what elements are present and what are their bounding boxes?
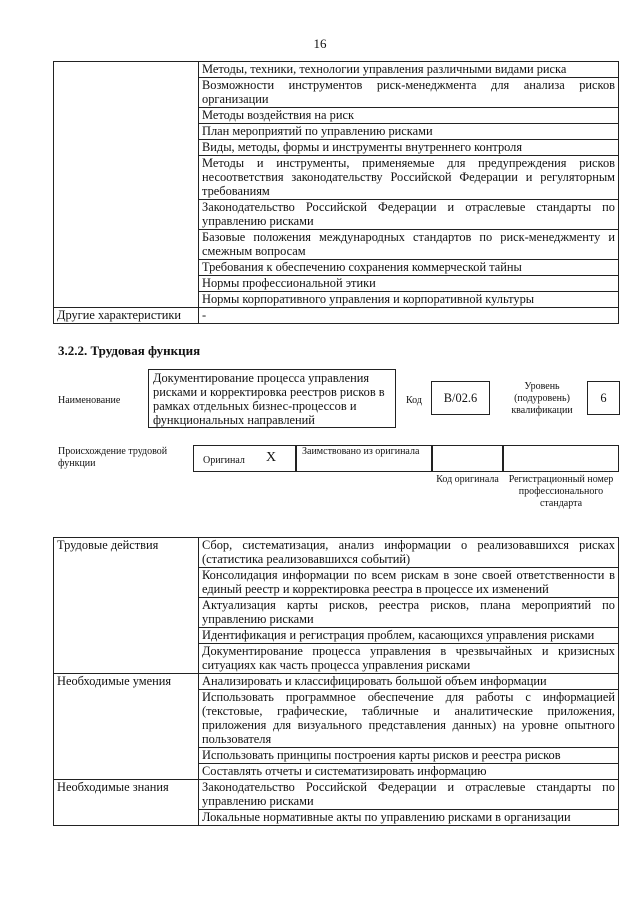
- labor-action-item: Консолидация информации по всем рискам в зоне своей ответственности в единый реестр и корректировка реестра в процессе их изменений: [199, 568, 619, 598]
- qualification-level-label: Уровень (подуровень) квалификации: [511, 381, 573, 416]
- knowledge-item: Нормы корпоративного управления и корпоративной культуры: [199, 292, 619, 308]
- labor-actions-label: Трудовые действия: [54, 538, 199, 674]
- labor-action-item: Идентификация и регистрация проблем, касающихся управления рисками: [199, 628, 619, 644]
- other-characteristics-value: -: [199, 308, 619, 324]
- knowledge-item: Локальные нормативные акты по управлению рисками в организации: [199, 810, 619, 826]
- knowledge-item: Законодательство Российской Федерации и отраслевые стандарты по управлению рисками: [199, 780, 619, 810]
- knowledge-item: Возможности инструментов риск-менеджмента для анализа рисков организации: [199, 78, 619, 108]
- skill-item: Использовать принципы построения карты рисков и реестра рисков: [199, 748, 619, 764]
- labor-action-item: Документирование процесса управления в чрезвычайных и кризисных ситуациях как часть процесса управления рисками: [199, 644, 619, 674]
- knowledge-continuation-table: [53, 61, 619, 324]
- original-label: Оригинал: [203, 455, 245, 466]
- knowledge-item: Методы, техники, технологии управления различными видами риска: [199, 62, 619, 78]
- other-characteristics-label: Другие характеристики: [54, 308, 199, 324]
- knowledge-item: Нормы профессиональной этики: [199, 276, 619, 292]
- code-value: В/02.6: [431, 381, 490, 415]
- qualification-level-value: 6: [587, 381, 620, 415]
- knowledge-item: Методы воздействия на риск: [199, 108, 619, 124]
- knowledge-item: Виды, методы, формы и инструменты внутреннего контроля: [199, 140, 619, 156]
- page-number: 16: [313, 36, 327, 51]
- labor-action-item: Актуализация карты рисков, реестра рисков, плана мероприятий по управлению рисками: [199, 598, 619, 628]
- knowledge-label: Необходимые знания: [54, 780, 199, 826]
- code-label: Код: [406, 395, 422, 406]
- origin-label: Происхождение трудовой функции: [58, 446, 168, 469]
- original-mark: X: [266, 450, 277, 465]
- section-title: 3.2.2. Трудовая функция: [58, 343, 201, 358]
- knowledge-item: Законодательство Российской Федерации и отраслевые стандарты по управлению рисками: [199, 200, 619, 230]
- reg-number-label: Регистрационный номер профессионального стандарта: [508, 474, 614, 509]
- skill-item: Анализировать и классифицировать большой объем информации: [199, 674, 619, 690]
- borrowed-label: Заимствовано из оригинала: [302, 446, 420, 457]
- knowledge-item: План мероприятий по управлению рисками: [199, 124, 619, 140]
- name-label: Наименование: [58, 395, 121, 406]
- knowledge-label-cell: [54, 62, 199, 308]
- skill-item: Составлять отчеты и систематизировать информацию: [199, 764, 619, 780]
- code-original-cell: [432, 445, 503, 472]
- function-name-value: Документирование процесса управления рисками и корректировка реестров рисков в рамках отдельных бизнес-процессов и функциональных направлений: [148, 369, 396, 428]
- labor-action-item: Сбор, систематизация, анализ информации о реализовавшихся рисках (статистика реализовавшихся событий): [199, 538, 619, 568]
- knowledge-item: Требования к обеспечению сохранения коммерческой тайны: [199, 260, 619, 276]
- reg-number-cell: [503, 445, 619, 472]
- skills-label: Необходимые умения: [54, 674, 199, 780]
- code-original-label: Код оригинала: [436, 474, 499, 485]
- knowledge-item: Методы и инструменты, применяемые для предупреждения рисков несоответствия законодательству Российской Федерации и регуляторным требованиям: [199, 156, 619, 200]
- knowledge-item: Базовые положения международных стандартов по риск-менеджменту и смежным вопросам: [199, 230, 619, 260]
- skill-item: Использовать программное обеспечение для работы с информацией (текстовые, графические, табличные и аналитические приложения, приложения для визуального представления данных) на уровне опытного пользователя: [199, 690, 619, 748]
- labor-function-table: [53, 537, 619, 826]
